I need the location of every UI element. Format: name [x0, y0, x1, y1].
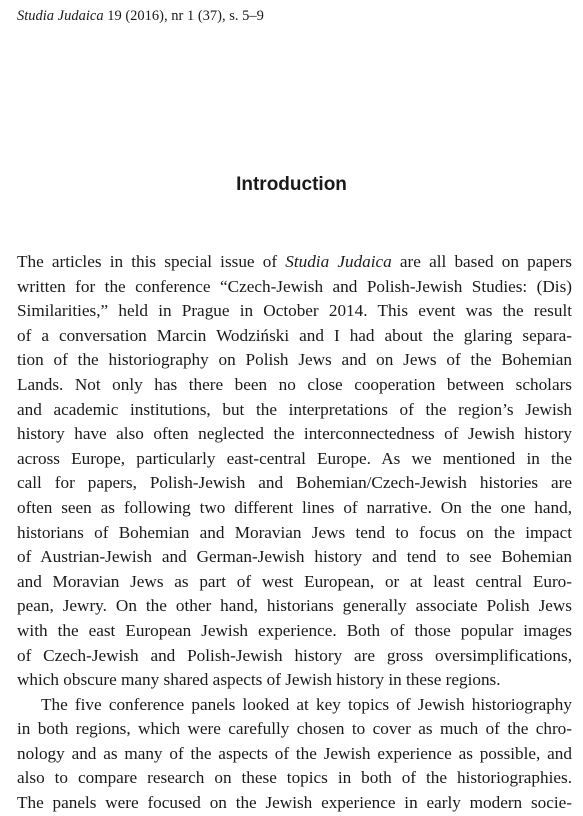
- text-line: and Moravian Jews as part of west European, or at least central Euro-: [17, 571, 572, 591]
- text-line: with the east European Jewish experience. Both of those popular images: [17, 620, 572, 640]
- text-line: across Europe, particularly east-central Europe. As we mentioned in the: [17, 448, 572, 468]
- italic-journal-name: Studia Judaica: [285, 252, 392, 271]
- text-line: of a conversation Marcin Wodziński and I had about the glaring separa-: [17, 325, 572, 345]
- text-line: written for the conference “Czech-Jewish and Polish-Jewish Studies: (Dis): [17, 276, 572, 296]
- text-line: and academic institutions, but the interpretations of the region’s Jewish: [17, 399, 572, 419]
- article-title: Introduction: [236, 174, 347, 195]
- text-line: in both regions, which were carefully chosen to cover as much of the chro-: [17, 719, 572, 739]
- text-line: The five conference panels looked at key topics of Jewish historiography: [41, 694, 572, 714]
- text-line: pean, Jewry. On the other hand, historians generally associate Polish Jews: [17, 596, 572, 616]
- text-line: call for papers, Polish-Jewish and Bohemian/Czech-Jewish histories are: [17, 473, 572, 493]
- text-line: nology and as many of the aspects of the Jewish experience as possible, and: [17, 743, 572, 763]
- text-line: which obscure many shared aspects of Jewish history in these regions.: [17, 670, 501, 690]
- text-line: of Czech-Jewish and Polish-Jewish history are gross oversimplifications,: [17, 645, 572, 665]
- text-line: tion of the historiography on Polish Jews and on Jews of the Bohemian: [17, 350, 572, 370]
- article-body: [17, 250, 572, 816]
- running-head: [17, 8, 264, 25]
- text-line: Lands. Not only has there been no close cooperation between scholars: [17, 374, 572, 394]
- text-segment: The articles in this special issue of: [17, 252, 286, 271]
- text-line: Similarities,” held in Prague in October 2014. This event was the result: [17, 301, 572, 321]
- text-segment: are all based on papers: [391, 252, 572, 271]
- journal-title: Studia Judaica: [17, 8, 104, 24]
- text-line: also to compare research on these topics in both of the historiographies.: [17, 768, 572, 788]
- journal-citation: 19 (2016), nr 1 (37), s. 5–9: [103, 8, 264, 24]
- text-line: historians of Bohemian and Moravian Jews tend to focus on the impact: [17, 522, 572, 542]
- text-line: [17, 250, 572, 275]
- text-line: of Austrian-Jewish and German-Jewish history and tend to see Bohemian: [17, 547, 572, 567]
- text-line: The panels were focused on the Jewish experience in early modern socie-: [17, 793, 572, 813]
- text-line: history have also often neglected the interconnectedness of Jewish history: [17, 424, 572, 444]
- text-line: often seen as following two different lines of narrative. On the one hand,: [17, 497, 572, 517]
